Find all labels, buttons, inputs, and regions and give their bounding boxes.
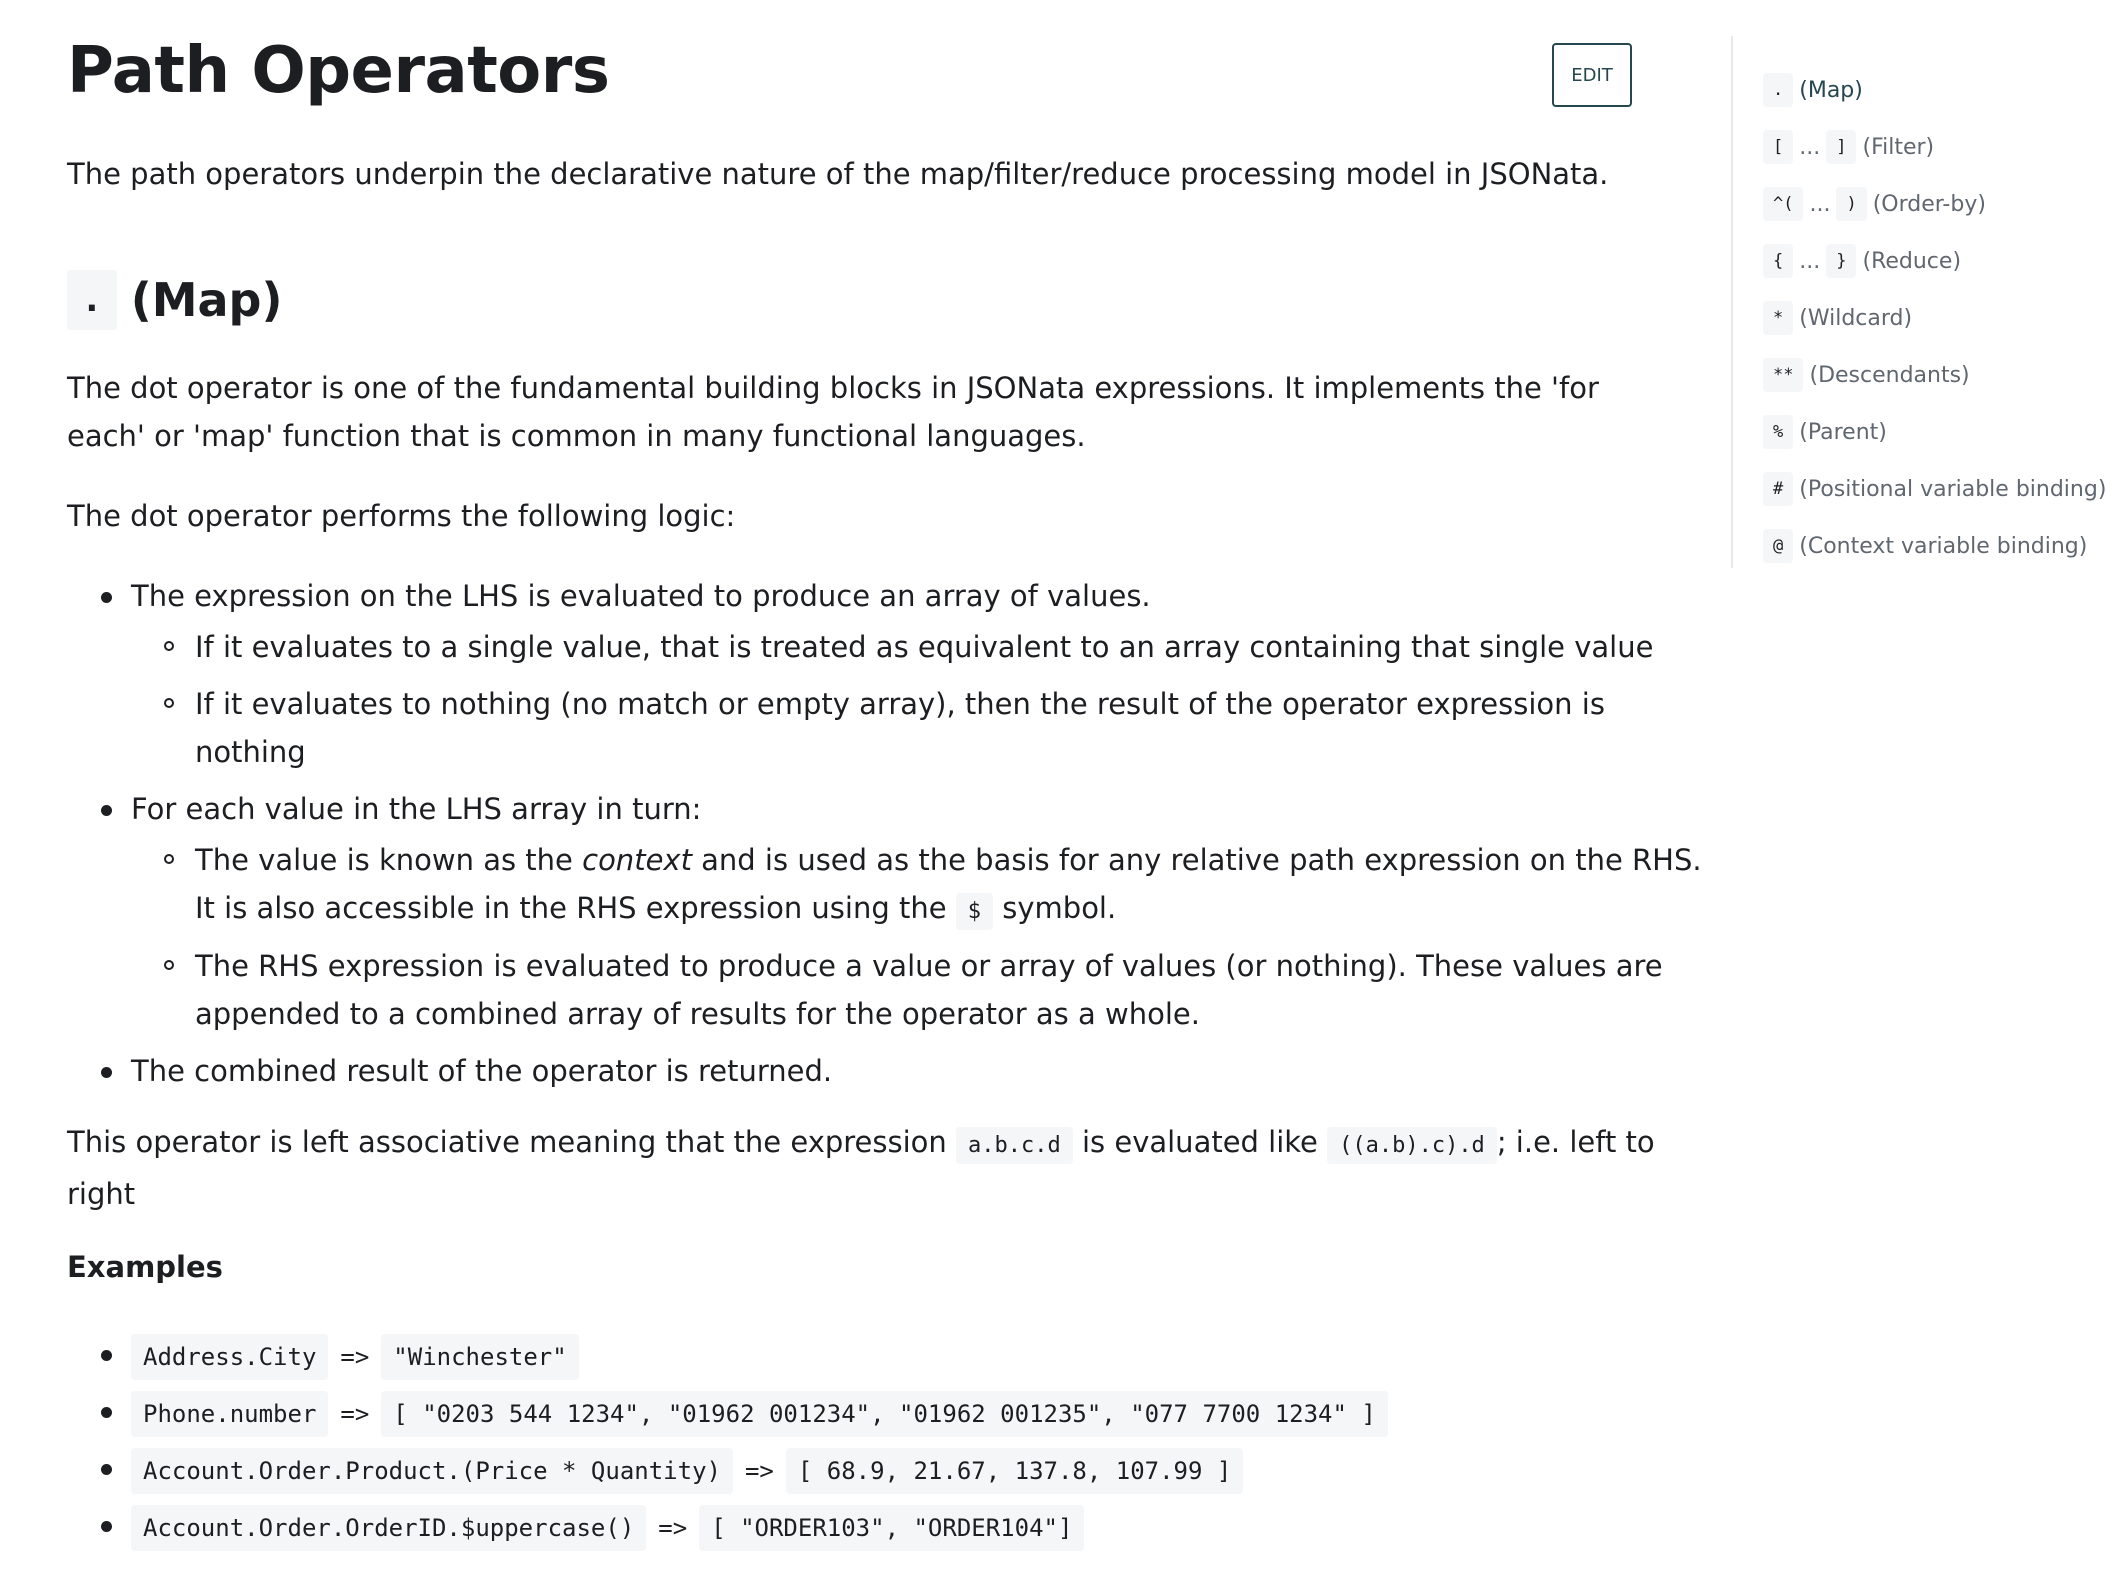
page-title: Path Operators (67, 34, 610, 108)
toc-code: } (1826, 244, 1856, 278)
example-result: [ 68.9, 21.67, 137.8, 107.99 ] (786, 1448, 1243, 1494)
list-item (67, 623, 1702, 680)
examples-heading: Examples (67, 1250, 223, 1284)
list-item (67, 572, 1702, 623)
toc-code: { (1763, 244, 1793, 278)
example-item (67, 1499, 1388, 1556)
toc-label: (Wildcard) (1799, 305, 1913, 331)
list-item-text: The value is known as the context and is used as the basis for any relative path expression on the RHS. (195, 843, 1702, 877)
examples-list (67, 1328, 1388, 1556)
toc-code: * (1763, 301, 1793, 335)
example-expression: Account.Order.Product.(Price * Quantity) (131, 1448, 733, 1494)
heading-text: (Map) (130, 273, 283, 327)
example-expression: Address.City (131, 1334, 328, 1380)
list-item-text: The expression on the LHS is evaluated to produce an array of values. (131, 579, 1151, 613)
section-heading-map (67, 270, 282, 330)
logic-list (67, 572, 1702, 1098)
toc-item-context-variable[interactable] (1763, 528, 2087, 564)
list-item (67, 836, 1702, 942)
example-item (67, 1328, 1388, 1385)
logic-intro: The dot operator performs the following logic: (67, 499, 736, 533)
example-item (67, 1385, 1388, 1442)
table-of-contents (1731, 36, 2106, 568)
toc-item-wildcard[interactable] (1763, 300, 1912, 336)
list-item (67, 680, 1702, 785)
toc-label: (Map) (1799, 77, 1863, 103)
arrow: => (658, 1513, 688, 1542)
list-item (67, 785, 1702, 836)
list-item (67, 1047, 1702, 1098)
list-item-text: The combined result of the operator is returned. (131, 1054, 833, 1088)
toc-code: ^( (1763, 187, 1803, 221)
arrow: => (744, 1456, 774, 1485)
toc-item-descendants[interactable] (1763, 357, 1970, 393)
list-item-text: The RHS expression is evaluated to produce a value or array of values (or nothing). These values are (195, 949, 1663, 983)
toc-label: (Reduce) (1862, 248, 1962, 274)
description-line-2: each' or 'map' function that is common in many functional languages. (67, 419, 1086, 453)
list-item (67, 942, 1702, 1047)
example-result: [ "ORDER103", "ORDER104"] (699, 1505, 1084, 1551)
example-item (67, 1442, 1388, 1499)
inline-code: a.b.c.d (956, 1127, 1073, 1164)
arrow: => (340, 1342, 370, 1371)
heading-code: . (67, 270, 117, 330)
toc-item-reduce[interactable] (1763, 243, 1961, 279)
toc-code: % (1763, 415, 1793, 449)
toc-label: (Order-by) (1872, 191, 1986, 217)
toc-item-order-by[interactable] (1763, 186, 1986, 222)
description-line-1: The dot operator is one of the fundamental building blocks in JSONata expressions. It implements the 'for (67, 371, 1599, 405)
list-item-text: It is also accessible in the RHS expression using the $ symbol. (195, 884, 1702, 936)
toc-ellipsis: ... (1809, 191, 1831, 217)
toc-code: @ (1763, 529, 1793, 563)
dot-operator-description (67, 364, 1599, 460)
toc-label: (Parent) (1799, 419, 1887, 445)
inline-code: $ (956, 893, 993, 930)
example-result: "Winchester" (381, 1334, 578, 1380)
toc-label: (Filter) (1862, 134, 1935, 160)
toc-item-map[interactable] (1763, 72, 1863, 108)
list-item-text: For each value in the LHS array in turn: (131, 792, 702, 826)
toc-code: . (1763, 73, 1793, 107)
toc-label: (Positional variable binding) (1799, 476, 2106, 502)
toc-code: ** (1763, 358, 1803, 392)
intro-paragraph: The path operators underpin the declarative nature of the map/filter/reduce processing model in JSONata. (67, 157, 1609, 191)
example-expression: Phone.number (131, 1391, 328, 1437)
toc-code: ] (1826, 130, 1856, 164)
inline-code: ((a.b).c).d (1327, 1127, 1497, 1164)
toc-item-positional-variable[interactable] (1763, 471, 2106, 507)
toc-code: ) (1836, 187, 1866, 221)
toc-label: (Descendants) (1809, 362, 1970, 388)
toc-ellipsis: ... (1799, 134, 1821, 160)
list-item-text: If it evaluates to nothing (no match or empty array), then the result of the operator expression is (195, 687, 1605, 721)
list-item-text: nothing (195, 735, 306, 769)
example-expression: Account.Order.OrderID.$uppercase() (131, 1505, 646, 1551)
toc-label: (Context variable binding) (1799, 533, 2088, 559)
edit-button[interactable]: EDIT (1552, 43, 1632, 107)
toc-code: # (1763, 472, 1793, 506)
toc-item-filter[interactable] (1763, 129, 1934, 165)
toc-item-parent[interactable] (1763, 414, 1887, 450)
example-result: [ "0203 544 1234", "01962 001234", "01962 001235", "077 7700 1234" ] (381, 1391, 1388, 1437)
list-item-text: appended to a combined array of results for the operator as a whole. (195, 997, 1200, 1031)
toc-code: [ (1763, 130, 1793, 164)
associativity-paragraph: This operator is left associative meaning that the expression a.b.c.d is evaluated like ((a.b).c).d ; i.e. left to right (67, 1125, 1655, 1211)
toc-ellipsis: ... (1799, 248, 1821, 274)
arrow: => (340, 1399, 370, 1428)
list-item-text: If it evaluates to a single value, that is treated as equivalent to an array containing that single value (195, 630, 1654, 664)
